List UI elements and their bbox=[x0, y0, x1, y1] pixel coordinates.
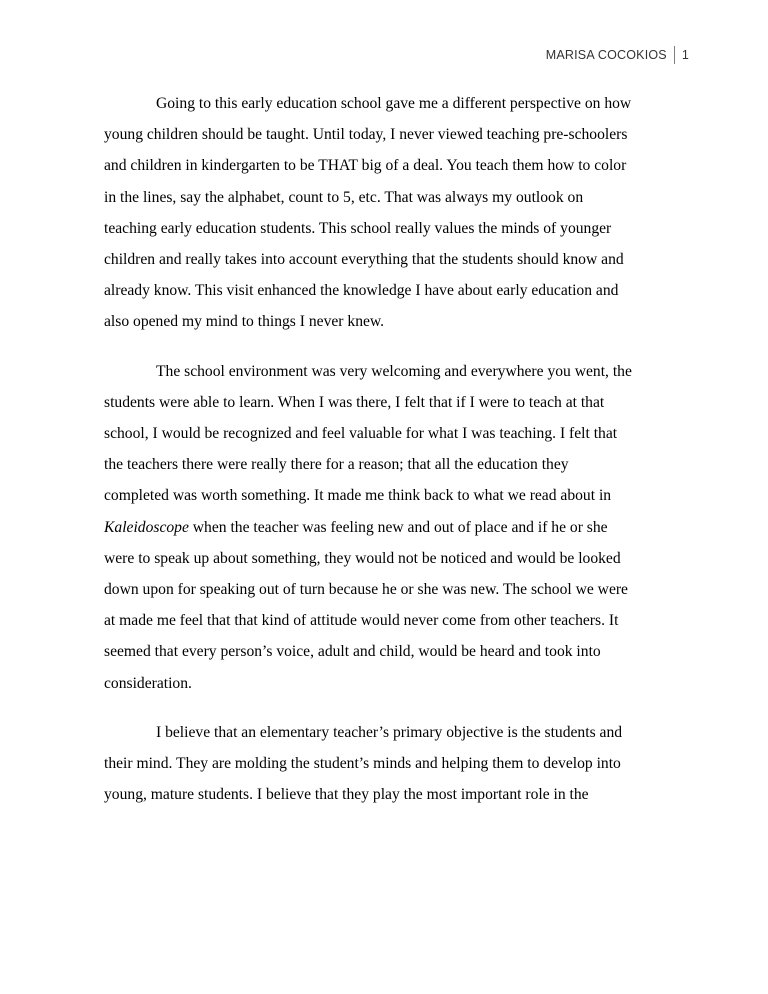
paragraph-line: young children should be taught. Until today, I never viewed teaching pre-schoolers bbox=[104, 126, 628, 144]
paragraph-line: were to speak up about something, they would not be noticed and would be looked bbox=[104, 549, 621, 567]
paragraph-line: their mind. They are molding the student’s minds and helping them to develop into bbox=[104, 755, 621, 773]
paragraph-line-with-title bbox=[104, 512, 684, 543]
paragraph-line: completed was worth something. It made me think back to what we read about in bbox=[104, 487, 612, 505]
paragraph-line: in the lines, say the alphabet, count to 5, etc. That was always my outlook on bbox=[104, 188, 584, 206]
paragraph-2 bbox=[104, 356, 684, 699]
paragraph-line: school, I would be recognized and feel valuable for what I was teaching. I felt that bbox=[104, 425, 618, 443]
paragraph-line: and children in kindergarten to be THAT big of a deal. You teach them how to color bbox=[104, 157, 627, 175]
paragraph-3 bbox=[104, 717, 684, 811]
paragraph-line: I believe that an elementary teacher’s primary objective is the students and bbox=[156, 723, 623, 741]
book-title: Kaleidoscope bbox=[104, 518, 189, 536]
paragraph-line: seemed that every person’s voice, adult and child, would be heard and took into bbox=[104, 643, 601, 661]
paragraph-line: already know. This visit enhanced the knowledge I have about early education and bbox=[104, 282, 619, 300]
page-number: 1 bbox=[681, 48, 689, 62]
paragraph-line: children and really takes into account everything that the students should know and bbox=[104, 251, 624, 269]
paragraph-line: also opened my mind to things I never knew. bbox=[104, 313, 385, 331]
paragraph-line: down upon for speaking out of turn because he or she was new. The school we were bbox=[104, 581, 628, 599]
paragraph-line: students were able to learn. When I was there, I felt that if I were to teach at that bbox=[104, 393, 605, 411]
paragraph-1 bbox=[104, 88, 684, 338]
paragraph-line: teaching early education students. This school really values the minds of younger bbox=[104, 219, 612, 237]
paragraph-line-remainder: when the teacher was feeling new and out of place and if he or she bbox=[188, 518, 608, 536]
header-divider bbox=[674, 46, 675, 64]
header-author-name: MARISA COCOKIOS bbox=[545, 48, 667, 62]
paragraph-line: the teachers there were really there for a reason; that all the education they bbox=[104, 456, 569, 474]
paragraph-line: young, mature students. I believe that they play the most important role in the bbox=[104, 786, 589, 804]
paragraph-line: at made me feel that that kind of attitude would never come from other teachers. It bbox=[104, 612, 619, 630]
paragraph-line: Going to this early education school gave me a different perspective on how bbox=[156, 95, 632, 112]
paragraph-line: consideration. bbox=[104, 674, 192, 692]
document-body bbox=[104, 88, 684, 828]
paragraph-line: The school environment was very welcoming and everywhere you went, the bbox=[156, 362, 632, 380]
page-header bbox=[546, 46, 689, 64]
